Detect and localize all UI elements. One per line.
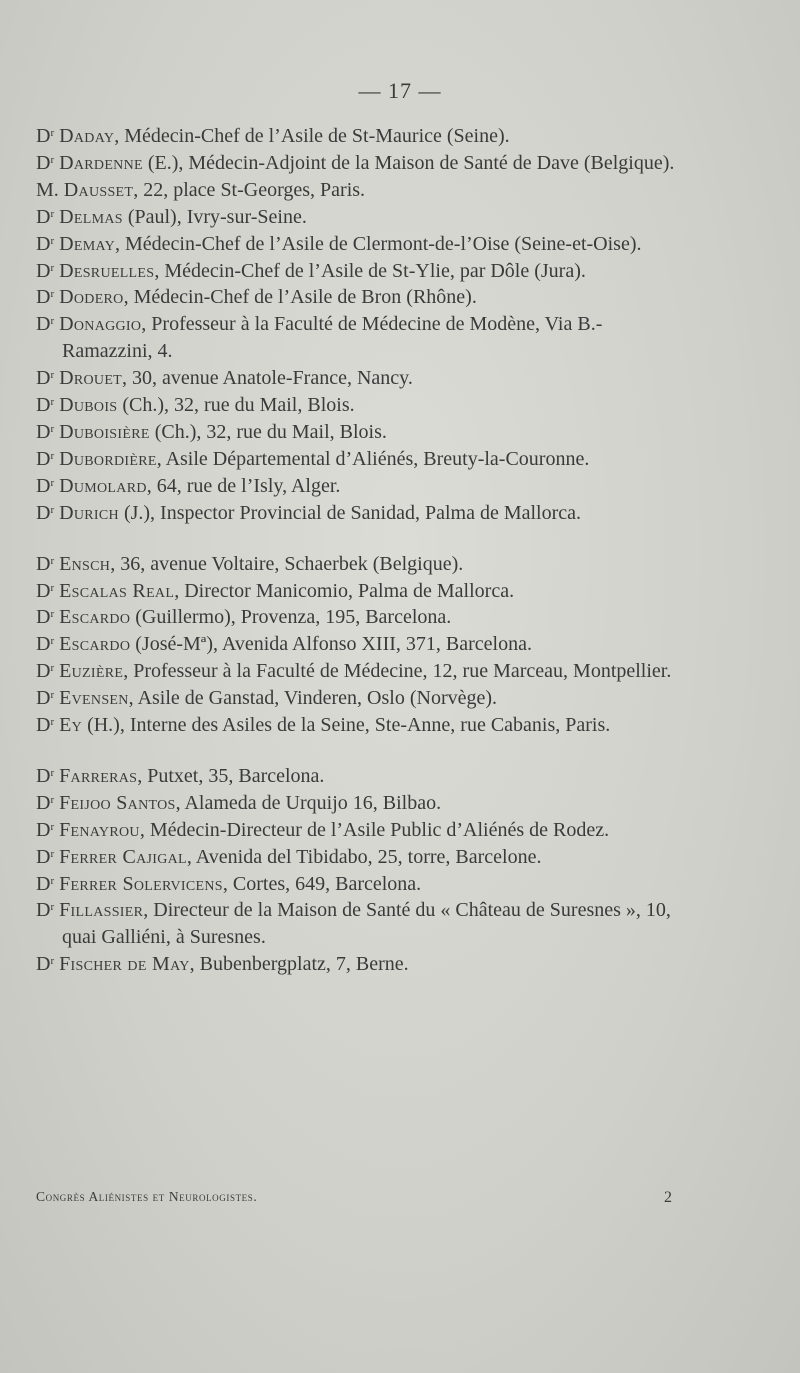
entry-title: D [36, 232, 51, 255]
entry-title: D [36, 764, 51, 787]
entry-title: D [36, 286, 51, 309]
entry-details: (Ch.), 32, rue du Mail, Blois. [117, 394, 355, 417]
entry-title-sup: r [50, 127, 55, 139]
entry-title: D [36, 259, 51, 282]
list-entry [36, 204, 676, 231]
list-entry [36, 631, 676, 658]
entry-details: , Directeur de la Maison de Santé du « Château de Suresnes », 10, quai Galliéni, à Suresnes. [62, 899, 671, 949]
entry-name: Escardo [59, 606, 131, 629]
entry-details: (José-Mª), Avenida Alfonso XIII, 371, Barcelona. [130, 633, 532, 656]
entry-details: (E.), Médecin-Adjoint de la Maison de Santé de Dave (Belgique). [142, 151, 675, 174]
entry-title: D [36, 552, 51, 575]
entry-title-sup: r [50, 315, 55, 328]
entry-name: Ey [59, 714, 83, 737]
entry-name: Fenayrou [59, 818, 140, 841]
entry-name: Escardo [59, 633, 131, 656]
list-entry [36, 446, 676, 473]
entry-title-sup: r [50, 369, 55, 382]
list-entry [36, 712, 676, 739]
entry-name: Demay [59, 232, 116, 255]
entry-title-sup: r [50, 554, 55, 567]
entry-title: D [36, 579, 51, 602]
list-entry [36, 284, 676, 311]
entry-title-sup: r [50, 793, 55, 806]
list-entry [36, 258, 676, 285]
entry-details: , Putxet, 35, Barcelona. [137, 764, 325, 787]
entry-details: , Professeur à la Faculté de Médecine de Modène, Via B.-Ramazzini, 4. [62, 313, 603, 363]
entry-title: D [36, 660, 51, 683]
list-entry [36, 177, 676, 204]
member-list [36, 123, 676, 978]
entry-group-d [36, 123, 676, 527]
entry-details: , Avenida del Tibidabo, 25, torre, Barcelone. [186, 845, 542, 868]
entry-title: D [36, 125, 51, 147]
entry-title-sup: r [50, 153, 55, 166]
entry-details: , Médecin-Chef de l’Asile de St-Ylie, par Dôle (Jura). [154, 259, 586, 282]
entry-details: (J.), Inspector Provincial de Sanidad, Palma de Mallorca. [118, 501, 582, 524]
page-footer [36, 1189, 672, 1205]
entry-title-sup: r [50, 689, 55, 702]
entry-details: (Paul), Ivry-sur-Seine. [122, 205, 307, 228]
list-entry [36, 578, 676, 605]
entry-name: Dausset [63, 178, 134, 201]
entry-name: Dardenne [59, 151, 143, 174]
entry-title: D [36, 313, 51, 336]
entry-name: Daday [59, 125, 115, 147]
entry-title-sup: r [50, 422, 55, 435]
list-entry [36, 551, 676, 578]
list-entry [36, 419, 676, 446]
entry-details: , 30, avenue Anatole-France, Nancy. [122, 367, 413, 390]
entry-name: Duboisière [59, 420, 150, 443]
list-entry [36, 763, 676, 790]
signature-mark: 2 [664, 1189, 672, 1206]
entry-title: D [36, 205, 51, 228]
entry-details: , Asile de Ganstad, Vinderen, Oslo (Norvège). [128, 687, 498, 710]
entry-name: Dodero [59, 286, 124, 309]
entry-details: , 22, place St-Georges, Paris. [133, 178, 366, 201]
entry-details: (H.), Interne des Asiles de la Seine, Ste-Anne, rue Cabanis, Paris. [82, 714, 611, 737]
entry-title: D [36, 606, 51, 629]
entry-title-sup: r [50, 635, 55, 648]
entry-title-sup: r [50, 288, 55, 301]
entry-title-sup: r [50, 716, 55, 729]
entry-title: D [36, 633, 51, 656]
entry-details: , Médecin-Chef de l’Asile de Bron (Rhône). [123, 286, 477, 309]
list-entry [36, 473, 676, 500]
entry-name: Escalas Real [59, 579, 175, 602]
entry-title-sup: r [50, 847, 55, 860]
entry-name: Ferrer Cajigal [59, 845, 187, 868]
entry-title-sup: r [50, 820, 55, 833]
entry-name: Fischer de May [59, 953, 190, 976]
entry-title-sup: r [50, 261, 55, 274]
entry-details: , Director Manicomio, Palma de Mallorca. [174, 579, 515, 602]
entry-title: D [36, 714, 51, 737]
list-entry [36, 231, 676, 258]
list-entry [36, 604, 676, 631]
list-entry [36, 790, 676, 817]
entry-name: Ferrer Solervicens [59, 872, 223, 895]
entry-details: (Ch.), 32, rue du Mail, Blois. [149, 420, 387, 443]
entry-title: M. [36, 178, 59, 201]
entry-title: D [36, 953, 51, 976]
entry-title-sup: r [50, 608, 55, 621]
entry-title: D [36, 845, 51, 868]
entry-title-sup: r [50, 396, 55, 409]
entry-title-sup: r [50, 503, 55, 516]
entry-title: D [36, 687, 51, 710]
entry-name: Dubois [59, 394, 118, 417]
entry-name: Ensch [59, 552, 111, 575]
entry-name: Durich [59, 501, 119, 524]
entry-name: Euzière [59, 660, 124, 683]
entry-details: , Alameda de Urquijo 16, Bilbao. [175, 791, 442, 814]
list-entry [36, 871, 676, 898]
entry-title-sup: r [50, 955, 55, 968]
entry-title: D [36, 818, 51, 841]
entry-title: D [36, 151, 51, 174]
entry-title: D [36, 501, 51, 524]
entry-name: Dumolard [59, 474, 147, 497]
list-entry [36, 365, 676, 392]
list-entry [36, 897, 676, 951]
entry-name: Drouet [59, 367, 123, 390]
entry-name: Evensen [59, 687, 129, 710]
entry-name: Fillassier [59, 899, 144, 922]
entry-title: D [36, 899, 51, 922]
entry-details: , 64, rue de l’Isly, Alger. [146, 474, 341, 497]
entry-name: Feijoo Santos [59, 791, 176, 814]
list-entry [36, 150, 676, 177]
list-entry [36, 392, 676, 419]
entry-details: , Asile Départemental d’Aliénés, Breuty-la-Couronne. [156, 447, 590, 470]
page-number: — 17 — [358, 78, 442, 103]
entry-title-sup: r [50, 476, 55, 489]
entry-title-sup: r [50, 449, 55, 462]
entry-details: , Médecin-Chef de l’Asile de St-Maurice (Seine). [114, 125, 510, 147]
list-entry [36, 817, 676, 844]
entry-title: D [36, 420, 51, 443]
entry-title: D [36, 872, 51, 895]
entry-name: Delmas [59, 205, 123, 228]
running-title: Congrès Aliénistes et Neurologistes. [36, 1189, 258, 1204]
entry-details: , Médecin-Directeur de l’Asile Public d’Aliénés de Rodez. [139, 818, 610, 841]
list-entry [36, 658, 676, 685]
entry-group-e [36, 551, 676, 739]
entry-name: Donaggio [59, 313, 142, 336]
entry-title-sup: r [50, 874, 55, 887]
entry-title: D [36, 474, 51, 497]
entry-details: , Bubenbergplatz, 7, Berne. [189, 953, 409, 976]
entry-title-sup: r [50, 581, 55, 594]
list-entry [36, 123, 676, 150]
entry-name: Desruelles [59, 259, 155, 282]
entry-details: , Médecin-Chef de l’Asile de Clermont-de-l’Oise (Seine-et-Oise). [115, 232, 642, 255]
entry-title-sup: r [50, 662, 55, 675]
entry-title: D [36, 367, 51, 390]
entry-title: D [36, 394, 51, 417]
entry-name: Farreras [59, 764, 138, 787]
entry-group-f [36, 763, 676, 978]
entry-title-sup: r [50, 766, 55, 779]
entry-title-sup: r [50, 901, 55, 914]
list-entry [36, 685, 676, 712]
list-entry [36, 844, 676, 871]
list-entry [36, 311, 676, 365]
entry-title: D [36, 447, 51, 470]
entry-title-sup: r [50, 234, 55, 247]
list-entry [36, 951, 676, 978]
entry-title: D [36, 791, 51, 814]
entry-details: (Guillermo), Provenza, 195, Barcelona. [130, 606, 452, 629]
entry-name: Dubordière [59, 447, 157, 470]
entry-title-sup: r [50, 207, 55, 220]
list-entry [36, 500, 676, 527]
entry-details: , 36, avenue Voltaire, Schaerbek (Belgique). [110, 552, 464, 575]
entry-details: , Cortes, 649, Barcelona. [222, 872, 422, 895]
entry-details: , Professeur à la Faculté de Médecine, 12, rue Marceau, Montpellier. [123, 660, 672, 683]
